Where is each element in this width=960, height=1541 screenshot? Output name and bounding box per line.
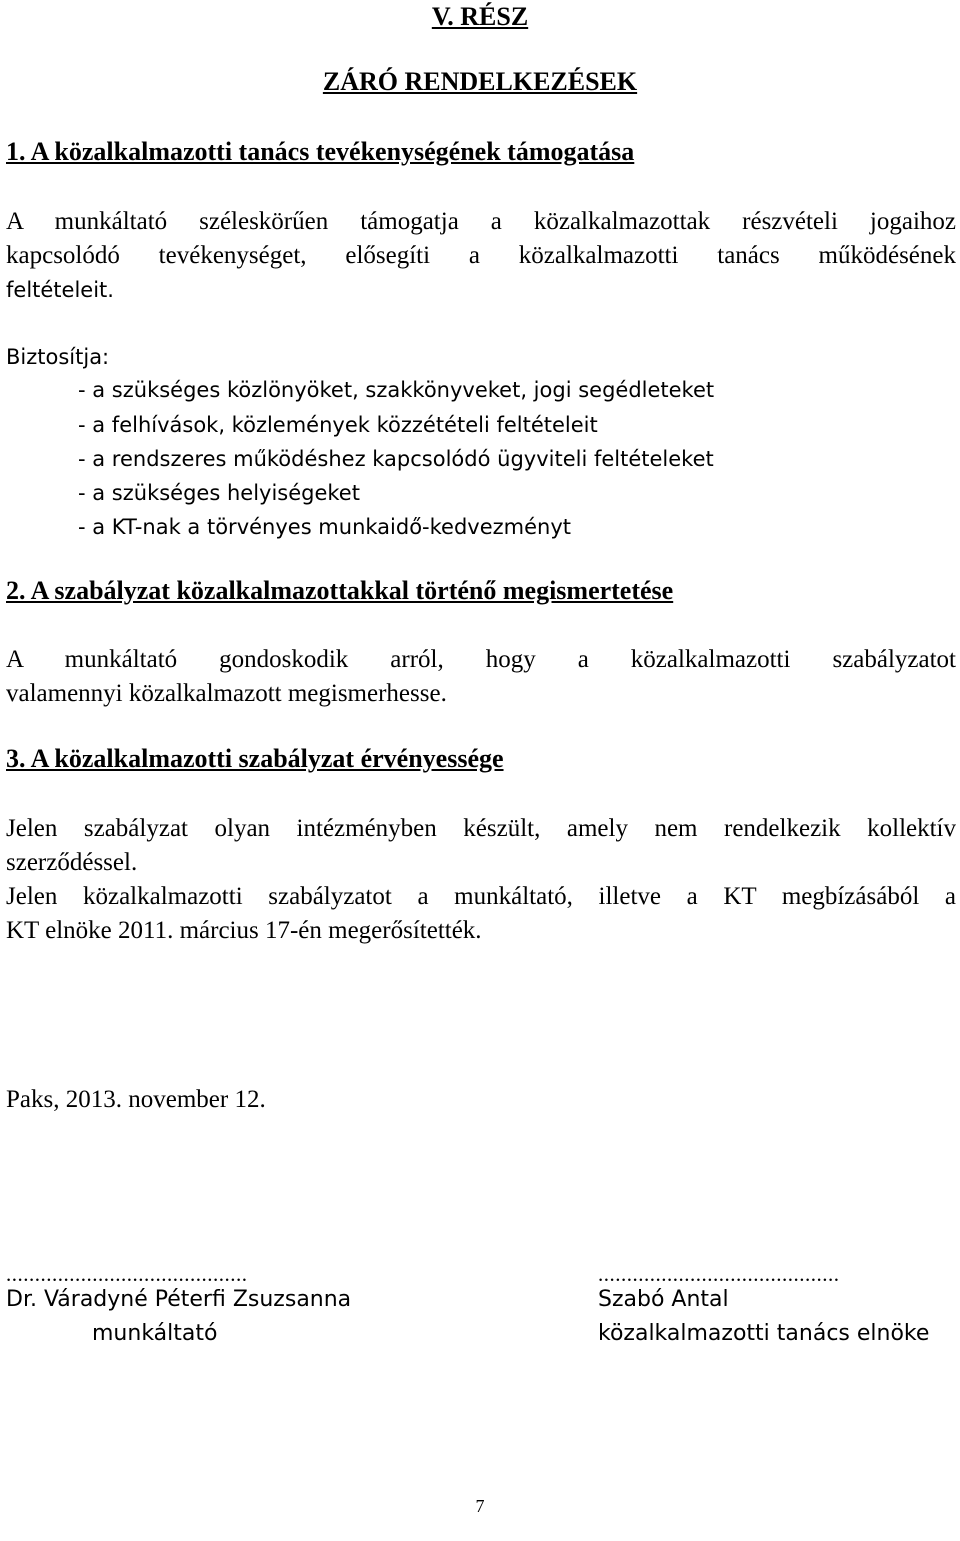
signatory-name-right: Szabó Antal xyxy=(598,1287,729,1312)
signatory-name-left: Dr. Váradyné Péterfi Zsuzsanna xyxy=(6,1287,352,1312)
place-date: Paks, 2013. november 12. xyxy=(6,1086,266,1113)
signature-line-right: .......................................... xyxy=(598,1262,840,1286)
list-item: - a szükséges közlönyöket, szakkönyveket, jogi segédleteket xyxy=(78,378,715,402)
section-2-title: 2. A szabályzat közalkalmazottakkal történő megismertetése xyxy=(6,576,674,605)
list-item: - a rendszeres működéshez kapcsolódó ügyviteli feltételeket xyxy=(78,447,714,471)
section-1-paragraph-line-3: feltételeit. xyxy=(6,278,114,302)
signatory-role-right: közalkalmazotti tanács elnöke xyxy=(598,1321,930,1346)
list-item: - a szükséges helyiségeket xyxy=(78,481,360,505)
section-3-title: 3. A közalkalmazotti szabályzat érvényessége xyxy=(6,744,504,773)
list-item: - a felhívások, közlemények közzétételi feltételeit xyxy=(78,413,598,437)
section-3-paragraph-2-line-2: KT elnöke 2011. március 17-én megerősítették. xyxy=(6,917,482,944)
part-subheading: ZÁRÓ RENDELKEZÉSEK xyxy=(322,67,638,96)
section-3-paragraph-1-line-1: Jelen szabályzat olyan intézményben készült, amely nem rendelkezik kollektív xyxy=(6,815,956,842)
signatory-role-left: munkáltató xyxy=(92,1321,218,1346)
section-1-paragraph-line-1: A munkáltató széleskörűen támogatja a közalkalmazottak részvételi jogaihoz xyxy=(6,208,956,235)
section-1-title: 1. A közalkalmazotti tanács tevékenységének támogatása xyxy=(6,137,635,166)
section-3-paragraph-1-line-2: szerződéssel. xyxy=(6,849,138,876)
signature-line-left: .......................................... xyxy=(6,1262,248,1286)
section-1-paragraph-line-2: kapcsolódó tevékenységet, elősegíti a közalkalmazotti tanács működésének xyxy=(6,242,956,269)
list-intro: Biztosítja: xyxy=(6,345,110,369)
section-3-paragraph-2-line-1: Jelen közalkalmazotti szabályzatot a munkáltató, illetve a KT megbízásából a xyxy=(6,883,956,910)
section-2-paragraph-line-2: valamennyi közalkalmazott megismerhesse. xyxy=(6,680,447,707)
page-number: 7 xyxy=(475,1496,485,1516)
part-heading: V. RÉSZ xyxy=(431,2,529,31)
list-item: - a KT-nak a törvényes munkaidő-kedvezményt xyxy=(78,515,572,539)
section-2-paragraph-line-1: A munkáltató gondoskodik arról, hogy a közalkalmazotti szabályzatot xyxy=(6,646,956,673)
